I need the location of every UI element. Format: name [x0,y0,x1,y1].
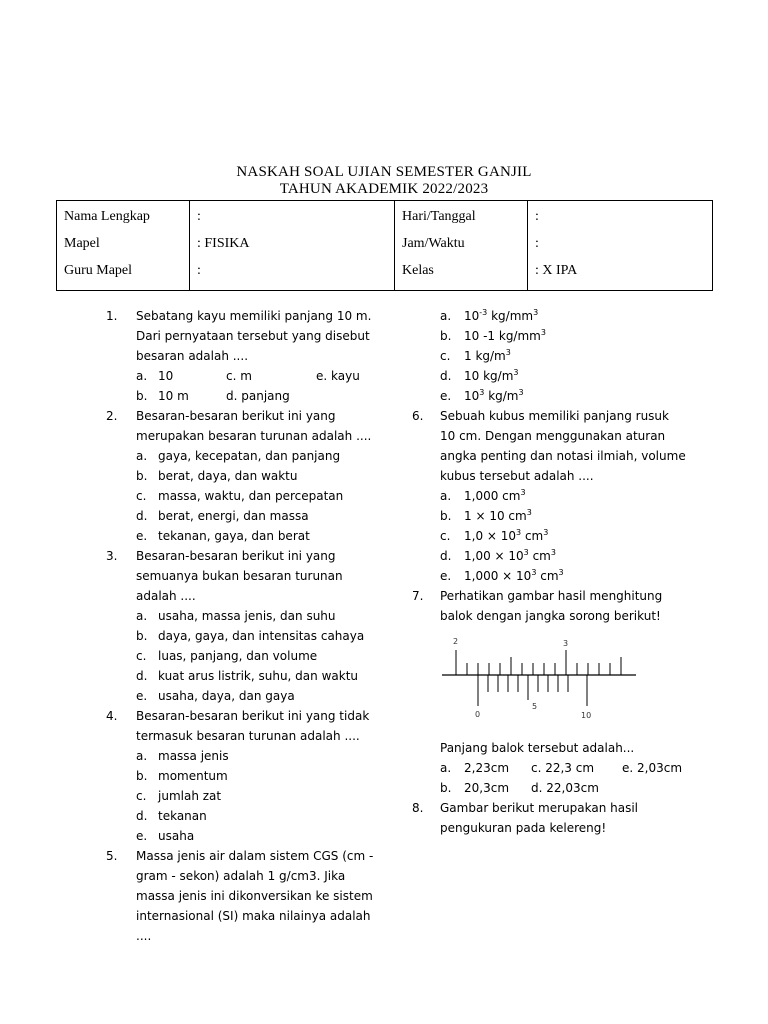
option-sup: 3 [516,528,522,537]
option-d[interactable] [412,546,687,566]
option-text: jumlah zat [158,789,222,803]
option-sup: 3 [513,368,519,377]
label-jam-waktu: Jam/Waktu [402,236,465,251]
option-letter: e. [136,689,148,703]
option-row [412,778,687,798]
option-unit: kg/mm [487,309,534,323]
question-3 [106,546,376,706]
value-hari-tanggal[interactable]: : [535,209,539,224]
option-e[interactable] [412,386,687,406]
academic-year: TAHUN AKADEMIK 2022/2023 [279,181,489,197]
option-unit-sup: 3 [518,388,524,397]
option-c[interactable]: c. m [226,369,252,383]
option-sup: 3 [479,388,485,397]
value-guru-mapel[interactable]: : [197,263,201,278]
option-sup: 3 [520,488,526,497]
question-text: Sebuah kubus memiliki panjang rusuk 10 cm. Dengan menggunakan aturan angka penting dan notasi ilmiah, volume kubus tersebut adalah .... [440,409,686,483]
value-nama-lengkap[interactable]: : [197,209,201,224]
label-nama-lengkap: Nama Lengkap [64,209,150,224]
option-e[interactable] [106,526,376,546]
option-letter: d. [440,549,452,563]
option-b[interactable] [106,766,376,786]
option-text: momentum [158,769,228,783]
option-c[interactable] [412,526,687,546]
option-pre: 1 × 10 cm [464,509,527,523]
option-text: kuat arus listrik, suhu, dan waktu [158,669,359,683]
option-d[interactable] [106,666,376,686]
option-sup-2: 3 [558,568,564,577]
main-scale-ticks [456,650,621,675]
option-letter: e. [440,569,452,583]
option-unit-sup: 3 [533,308,539,317]
question-number: 5. [106,849,118,863]
option-letter: a. [136,609,148,623]
question-number: 8. [412,801,424,815]
option-d[interactable]: d. 22,03cm [531,781,599,795]
right-labels-cell [395,201,528,291]
vernier-label-10: 10 [581,711,592,720]
option-base: 10 [464,309,480,323]
option-row [412,758,687,778]
option-letter: e. [440,389,452,403]
value-kelas: : X IPA [535,263,578,278]
label-guru-mapel: Guru Mapel [64,263,133,278]
option-pre: 1,0 × 10 [464,529,517,543]
option-pre: 1,00 × 10 [464,549,524,563]
option-letter: c. [136,789,147,803]
option-a[interactable] [412,306,687,326]
option-mid: cm [536,569,559,583]
option-letter: b. [136,769,148,783]
vernier-label-0: 0 [475,710,481,719]
question-5 [106,846,376,946]
option-letter: b. [136,389,148,403]
question-number: 1. [106,309,118,323]
option-pre: 1,000 × 10 [464,569,532,583]
option-letter: b. [136,469,148,483]
option-sup: 3 [505,348,511,357]
option-text: massa, waktu, dan percepatan [158,489,344,503]
vernier-label-5: 5 [532,702,538,711]
option-letter: a. [440,309,452,323]
question-number: 7. [412,589,424,603]
option-letter: a. [136,369,148,383]
option-base: 1 kg/m [464,349,506,363]
option-e[interactable] [106,686,376,706]
option-e[interactable] [412,566,687,586]
option-base: 10 kg/m [464,369,514,383]
option-a[interactable] [106,746,376,766]
option-letter: d. [136,669,148,683]
option-b[interactable]: 10 m [158,389,189,403]
question-number: 3. [106,549,118,563]
question-number: 2. [106,409,118,423]
option-base: 10 [464,389,480,403]
option-letter: a. [440,489,452,503]
option-text: berat, daya, dan waktu [158,469,298,483]
label-kelas: Kelas [402,263,434,278]
option-b[interactable] [412,506,687,526]
main-scale-label-2: 2 [453,637,459,646]
exam-title: NASKAH SOAL UJIAN SEMESTER GANJIL [236,164,532,180]
option-letter: e. [136,829,148,843]
left-labels-cell [57,201,190,291]
option-row [106,386,376,406]
value-jam-waktu[interactable]: : [535,236,539,251]
option-sup-2: 3 [550,548,556,557]
option-d[interactable] [106,806,376,826]
value-mapel: : FISIKA [197,236,250,251]
question-text: Besaran-besaran berikut ini yang tidak termasuk besaran turunan adalah .... [136,709,370,743]
option-text: tekanan, gaya, dan berat [158,529,310,543]
option-text: daya, gaya, dan intensitas cahaya [158,629,365,643]
option-sup-2: 3 [543,528,549,537]
option-e[interactable]: e. kayu [316,369,360,383]
option-sup: -3 [479,308,488,317]
label-hari-tanggal: Hari/Tanggal [402,209,476,224]
right-values-cell [528,201,713,291]
option-letter: d. [440,369,452,383]
option-letter: c. [136,489,147,503]
left-values-cell [190,201,395,291]
left-column [106,306,376,946]
option-a[interactable] [412,486,687,506]
option-letter: d. [136,809,148,823]
option-c[interactable]: c. 22,3 cm [531,761,595,775]
option-letter: b. [136,629,148,643]
option-text: usaha, daya, dan gaya [158,689,295,703]
option-d[interactable] [106,506,376,526]
option-pre: 1,000 cm [464,489,521,503]
option-letter: e. [136,529,148,543]
question-text: Besaran-besaran berikut ini yang semuanya bukan besaran turunan adalah .... [136,549,343,603]
option-base: 10 -1 kg/mm [464,329,541,343]
option-mid: cm [528,549,551,563]
option-sup: 3 [523,548,529,557]
question-8 [412,798,687,838]
option-text: massa jenis [158,749,229,763]
option-d[interactable] [412,366,687,386]
option-c[interactable] [106,486,376,506]
question-number: 6. [412,409,424,423]
option-text: usaha, massa jenis, dan suhu [158,609,336,623]
option-e[interactable] [106,826,376,846]
option-letter: b. [440,329,452,343]
question-prompt: Panjang balok tersebut adalah... [440,741,635,755]
option-c[interactable] [106,646,376,666]
option-row [106,366,376,386]
question-text: Perhatikan gambar hasil menghitung balok dengan jangka sorong berikut! [440,589,663,623]
option-letter: a. [136,449,148,463]
option-unit: kg/m [484,389,519,403]
question-6 [412,406,687,586]
question-text: Massa jenis air dalam sistem CGS (cm - gram - sekon) adalah 1 g/cm3. Jika massa jenis ini dikonversikan ke sistem internasional (SI) maka nilainya adalah .... [136,849,374,943]
option-b[interactable] [106,466,376,486]
option-sup: 3 [540,328,546,337]
question-5-options [412,306,687,406]
option-mid: cm [521,529,544,543]
main-scale-label-3: 3 [563,639,569,648]
option-d[interactable]: d. panjang [226,389,290,403]
option-text: berat, energi, dan massa [158,509,309,523]
option-sup: 3 [531,568,537,577]
option-letter: c. [136,649,147,663]
question-2 [106,406,376,546]
option-text: usaha [158,829,195,843]
option-c[interactable] [106,786,376,806]
right-column [412,306,687,838]
question-text: Besaran-besaran berikut ini yang merupakan besaran turunan adalah .... [136,409,372,443]
option-a[interactable]: 2,23cm [464,761,510,775]
option-b[interactable] [412,326,687,346]
label-mapel: Mapel [64,236,100,251]
question-number: 4. [106,709,118,723]
option-text: gaya, kecepatan, dan panjang [158,449,341,463]
option-letter: d. [136,509,148,523]
option-letter: a. [136,749,148,763]
option-letter: c. [440,349,451,363]
option-c[interactable] [412,346,687,366]
question-4 [106,706,376,846]
question-text: Sebatang kayu memiliki panjang 10 m. Dari pernyataan tersebut yang disebut besaran adalah .... [136,309,372,363]
option-b[interactable] [106,626,376,646]
question-text: Gambar berikut merupakan hasil pengukuran pada kelereng! [440,801,639,835]
option-e[interactable]: e. 2,03cm [622,761,683,775]
option-letter: a. [440,761,452,775]
option-letter: c. [440,529,451,543]
vernier-caliper-figure [440,632,640,722]
option-text: luas, panjang, dan volume [158,649,318,663]
option-sup: 3 [526,508,532,517]
option-letter: b. [440,781,452,795]
option-a[interactable]: 10 [158,369,174,383]
option-a[interactable] [106,446,376,466]
option-text: tekanan [158,809,207,823]
student-info-table [56,200,713,291]
option-b[interactable]: 20,3cm [464,781,510,795]
question-1 [106,306,376,406]
option-a[interactable] [106,606,376,626]
option-letter: b. [440,509,452,523]
